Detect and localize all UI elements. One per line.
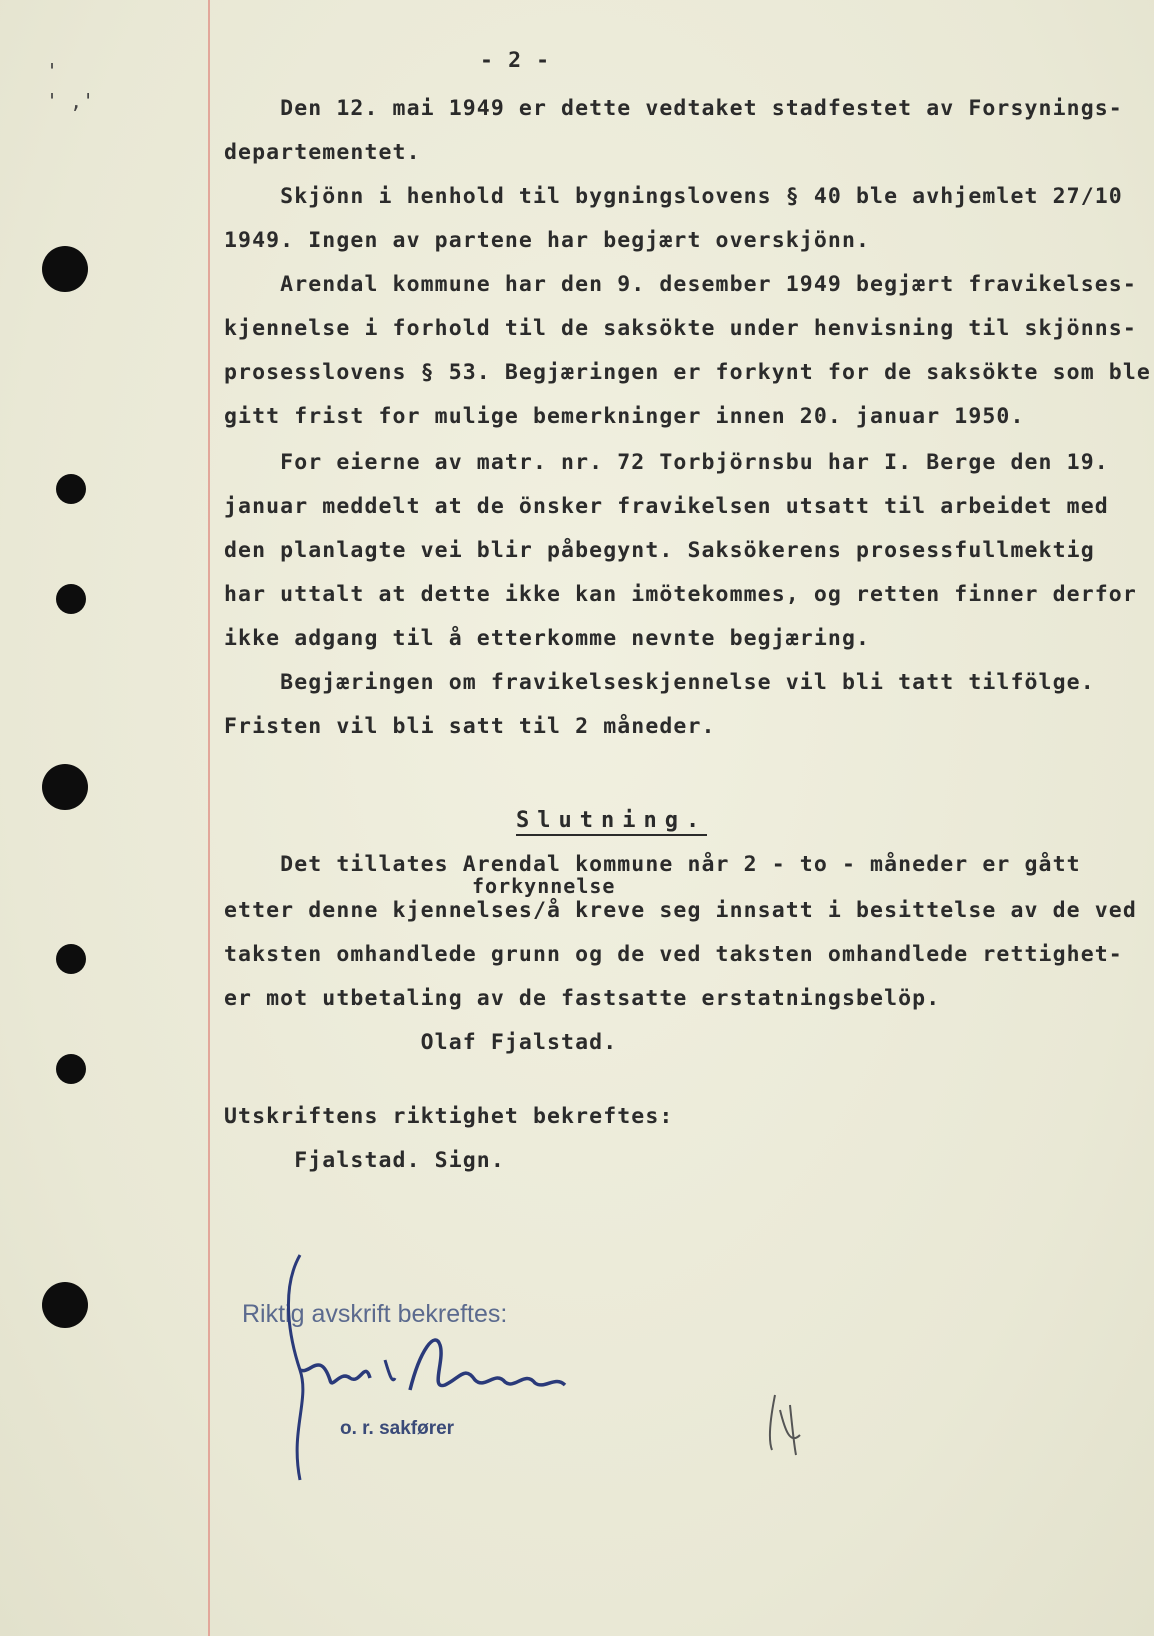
punch-hole (42, 1282, 88, 1328)
margin-line (208, 0, 210, 1636)
text-line: gitt frist for mulige bemerkninger innen 20. januar 1950. (224, 404, 1025, 429)
text-line: Det tillates Arendal kommune når 2 - to - måneder er gått (224, 852, 1081, 877)
page-number: - 2 - (480, 48, 551, 73)
punch-hole (42, 764, 88, 810)
text-line: 1949. Ingen av partene har begjært overskjönn. (224, 228, 871, 253)
text-line: departementet. (224, 140, 421, 165)
inserted-word: forkynnelse (472, 874, 616, 898)
signed-line: Fjalstad. Sign. (224, 1148, 505, 1173)
text-line: kjennelse i forhold til de saksökte under henvisning til skjönns- (224, 316, 1137, 341)
certification-stamp: Riktig avskrift bekreftes: (242, 1300, 508, 1328)
text-line: Arendal kommune har den 9. desember 1949 begjært fravikelses- (224, 272, 1137, 297)
text-line: har uttalt at dette ikke kan imötekommes, og retten finner derfor (224, 582, 1137, 607)
text-line: den planlagte vei blir påbegynt. Saksökerens prosessfullmektig (224, 538, 1095, 563)
text-line: januar meddelt at de önsker fravikelsen utsatt til arbeidet med (224, 494, 1109, 519)
punch-hole (56, 584, 86, 614)
text-line: taksten omhandlede grunn og de ved taksten omhandlede rettighet- (224, 942, 1123, 967)
punch-hole (56, 1054, 86, 1084)
text-line: Den 12. mai 1949 er dette vedtaket stadfestet av Forsynings- (224, 96, 1123, 121)
text-line: For eierne av matr. nr. 72 Torbjörnsbu har I. Berge den 19. (224, 450, 1109, 475)
margin-marks (46, 56, 94, 116)
margin-mark: ' ,' (46, 89, 95, 113)
punch-hole (56, 944, 86, 974)
stamp-title: o. r. sakfører (340, 1418, 455, 1439)
signature-line: Olaf Fjalstad. (224, 1030, 618, 1055)
punch-hole (42, 246, 88, 292)
margin-mark: ' (46, 59, 59, 83)
handwritten-signature (270, 1250, 590, 1490)
text-line: Fristen vil bli satt til 2 måneder. (224, 714, 716, 739)
handwritten-initial (760, 1390, 810, 1460)
certification-line: Utskriftens riktighet bekreftes: (224, 1104, 674, 1129)
text-line: Skjönn i henhold til bygningslovens § 40 ble avhjemlet 27/10 (224, 184, 1123, 209)
text-line: prosesslovens § 53. Begjæringen er forkynt for de saksökte som ble (224, 360, 1151, 385)
section-heading: Slutning. (516, 808, 707, 836)
text-line: er mot utbetaling av de fastsatte erstatningsbelöp. (224, 986, 941, 1011)
punch-hole (56, 474, 86, 504)
text-line: etter denne kjennelses/å kreve seg innsatt i besittelse av de ved (224, 898, 1137, 923)
text-line: Begjæringen om fravikelseskjennelse vil bli tatt tilfölge. (224, 670, 1095, 695)
text-line: ikke adgang til å etterkomme nevnte begjæring. (224, 626, 871, 651)
